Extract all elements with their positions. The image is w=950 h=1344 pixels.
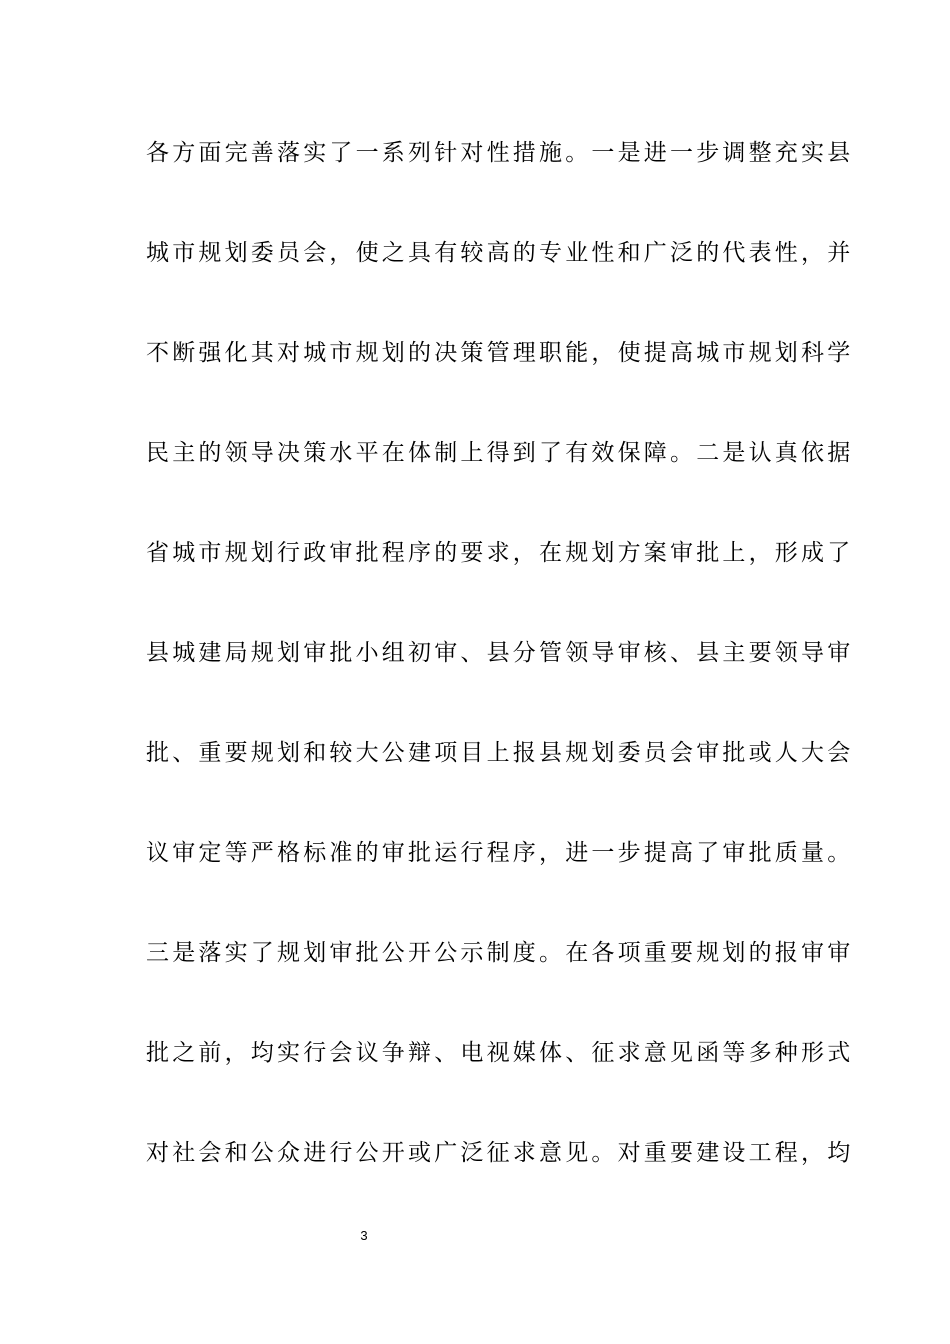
text-line-4: 民主的领导决策水平在体制上得到了有效保障。二是认真依据 [146, 440, 854, 466]
text-line-2: 城市规划委员会，使之具有较高的专业性和广泛的代表性，并 [146, 240, 854, 266]
text-line-3: 不断强化其对城市规划的决策管理职能，使提高城市规划科学 [146, 340, 854, 366]
text-line-5: 省城市规划行政审批程序的要求，在规划方案审批上，形成了 [146, 540, 854, 566]
text-line-7: 批、重要规划和较大公建项目上报县规划委员会审批或人大会 [146, 740, 854, 766]
text-line-9: 三是落实了规划审批公开公示制度。在各项重要规划的报审审 [146, 940, 854, 966]
text-line-8: 议审定等严格标准的审批运行程序，进一步提高了审批质量。 [146, 840, 854, 866]
body-paragraph [146, 128, 854, 1228]
text-line-6: 县城建局规划审批小组初审、县分管领导审核、县主要领导审 [146, 640, 854, 666]
text-line-1: 各方面完善落实了一系列针对性措施。一是进一步调整充实县 [146, 140, 854, 166]
page-number: 3 [360, 1228, 368, 1243]
text-line-10: 批之前，均实行会议争辩、电视媒体、征求意见函等多种形式 [146, 1040, 854, 1066]
text-line-11: 对社会和公众进行公开或广泛征求意见。对重要建设工程，均 [146, 1140, 854, 1166]
